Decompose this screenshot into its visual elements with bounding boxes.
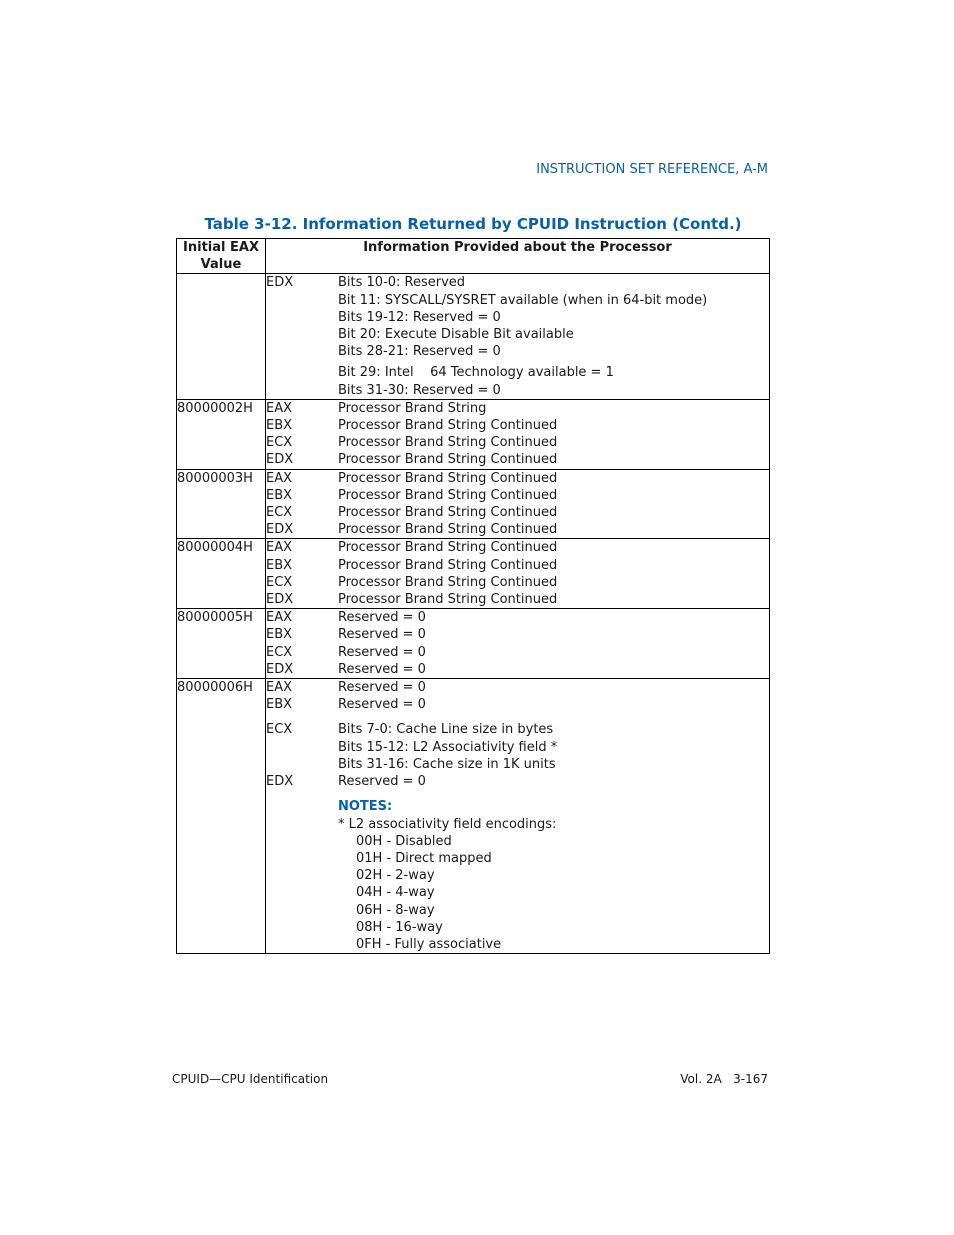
encoding-item: 02H - 2-way [356, 868, 435, 884]
eax-value-cell: 80000006H [177, 679, 266, 954]
info-line [266, 326, 769, 343]
info-text: Bit 29: Intel 64 Technology available = 1 [338, 365, 614, 381]
info-text: Reserved = 0 [338, 627, 426, 643]
info-text: Bit 11: SYSCALL/SYSRET available (when in 64-bit mode) [338, 292, 708, 308]
info-cell [266, 274, 770, 399]
register-label: ECX [266, 644, 293, 660]
register-label: EBX [266, 418, 293, 434]
info-text: Reserved = 0 [338, 697, 426, 713]
info-text: Processor Brand String Continued [338, 418, 558, 434]
info-line [266, 343, 769, 360]
info-line [266, 274, 769, 291]
encoding-item: 01H - Direct mapped [356, 850, 492, 866]
info-cell [266, 539, 770, 609]
register-label: EDX [266, 661, 294, 677]
info-text: Reserved = 0 [338, 661, 426, 677]
footer-page-number: Vol. 2A 3-167 [680, 1072, 768, 1086]
column-header-line: Value [200, 257, 242, 273]
info-text: Processor Brand String [338, 400, 487, 416]
info-text: Processor Brand String Continued [338, 540, 558, 556]
running-header: INSTRUCTION SET REFERENCE, A-M [536, 162, 768, 177]
table-row [177, 469, 770, 539]
register-label: EAX [266, 470, 293, 486]
info-text: Reserved = 0 [338, 680, 426, 696]
eax-value-cell [177, 274, 266, 399]
register-label: ECX [266, 574, 293, 590]
cpuid-table [176, 238, 770, 954]
info-text: Bits 10-0: Reserved [338, 275, 466, 291]
info-text: Processor Brand String Continued [338, 574, 558, 590]
encoding-item: 00H - Disabled [356, 833, 452, 849]
eax-value-cell: 80000005H [177, 609, 266, 679]
info-text: Reserved = 0 [338, 610, 426, 626]
encoding-item: 0FH - Fully associative [356, 936, 502, 952]
table-row [177, 609, 770, 679]
register-label: EAX [266, 540, 293, 556]
info-cell [266, 609, 770, 679]
info-cell [266, 469, 770, 539]
info-text: Bits 31-16: Cache size in 1K units [338, 756, 556, 772]
info-text: Bits 31-30: Reserved = 0 [338, 382, 501, 398]
info-line [266, 309, 769, 326]
info-text: Processor Brand String Continued [338, 522, 558, 538]
info-line [266, 292, 769, 309]
info-text: Bits 28-21: Reserved = 0 [338, 344, 501, 360]
register-label: EBX [266, 487, 293, 503]
info-text: Bit 20: Execute Disable Bit available [338, 327, 574, 343]
info-text: Processor Brand String Continued [338, 557, 558, 573]
register-label: ECX [266, 722, 293, 738]
info-text: Processor Brand String Continued [338, 592, 558, 608]
footer-section-title: CPUID—CPU Identification [172, 1072, 329, 1086]
register-label: EBX [266, 697, 293, 713]
column-header-initial-eax [177, 239, 266, 274]
info-text: Bits 7-0: Cache Line size in bytes [338, 722, 554, 738]
info-text: Bits 19-12: Reserved = 0 [338, 309, 501, 325]
info-text: Processor Brand String Continued [338, 435, 558, 451]
eax-value-cell: 80000004H [177, 539, 266, 609]
column-header-information: Information Provided about the Processor [266, 239, 770, 274]
notes-title: NOTES: [338, 799, 393, 815]
register-label: EAX [266, 680, 293, 696]
register-label: ECX [266, 435, 293, 451]
info-text: Bits 15-12: L2 Associativity field * [338, 739, 558, 755]
register-label: EDX [266, 774, 294, 790]
notes-intro: * L2 associativity field encodings: [338, 816, 557, 832]
info-text: Processor Brand String Continued [338, 487, 558, 503]
info-text: Reserved = 0 [338, 644, 426, 660]
info-text: Processor Brand String Continued [338, 452, 558, 468]
table-row [177, 399, 770, 469]
register-label: EDX [266, 275, 294, 291]
info-line [266, 364, 769, 381]
info-cell [266, 399, 770, 469]
eax-value-cell: 80000002H [177, 399, 266, 469]
register-label: EAX [266, 610, 293, 626]
register-label: ECX [266, 505, 293, 521]
encoding-item: 08H - 16-way [356, 919, 443, 935]
table-row [177, 679, 770, 954]
register-label: EAX [266, 400, 293, 416]
table-title: Table 3-12. Information Returned by CPUID Instruction (Contd.) [204, 215, 742, 233]
encoding-item: 06H - 8-way [356, 902, 435, 918]
register-label: EDX [266, 522, 294, 538]
info-text: Processor Brand String Continued [338, 470, 558, 486]
info-line [266, 382, 769, 399]
register-label: EBX [266, 627, 293, 643]
info-text: Reserved = 0 [338, 774, 426, 790]
eax-value-cell: 80000003H [177, 469, 266, 539]
table-header-row [177, 239, 770, 274]
info-text: Processor Brand String Continued [338, 505, 558, 521]
table-row [177, 539, 770, 609]
encoding-item: 04H - 4-way [356, 885, 435, 901]
register-label: EBX [266, 557, 293, 573]
column-header-line: Initial EAX [183, 240, 259, 255]
info-cell [266, 679, 770, 954]
register-label: EDX [266, 592, 294, 608]
register-label: EDX [266, 452, 294, 468]
table-row [177, 274, 770, 399]
